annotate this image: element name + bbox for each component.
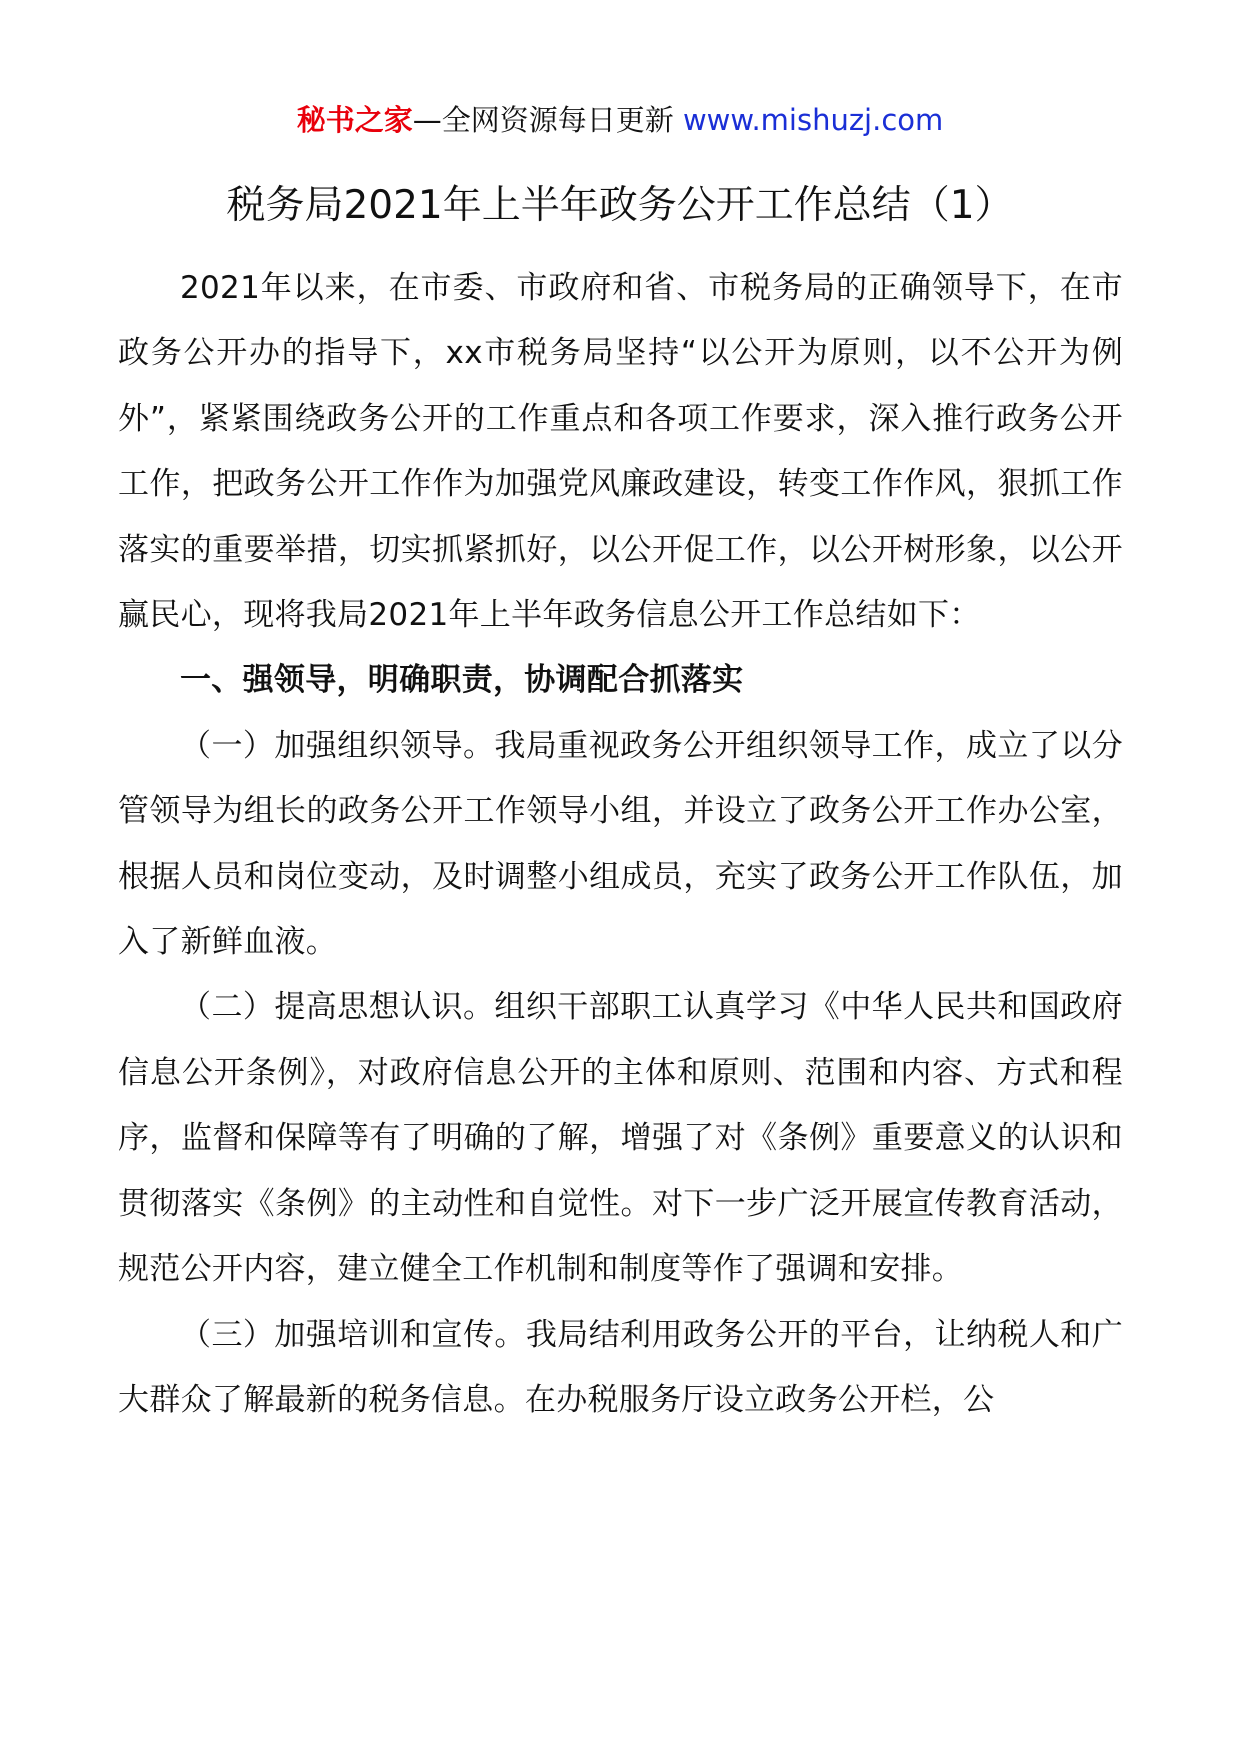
intro-paragraph: 2021年以来，在市委、市政府和省、市税务局的正确领导下，在市政务公开办的指导下，xx市税务局坚持“以公开为原则，以不公开为例外”，紧紧围绕政务公开的工作重点和各项工作要求，深入推行政务公开工作，把政务公开工作作为加强党风廉政建设，转变工作作风，狠抓工作落实的重要举措，切实抓紧抓好，以公开促工作，以公开树形象，以公开赢民心，现将我局2021年上半年政务信息公开工作总结如下： <box>118 270 1123 634</box>
document-body <box>118 256 1123 1433</box>
site-brand: 秘书之家 <box>296 103 413 137</box>
document-title: 税务局2021年上半年政务公开工作总结（1） <box>226 183 1014 228</box>
site-slogan: —全网资源每日更新 <box>412 103 683 137</box>
paragraph-organization-leadership: （一）加强组织领导。我局重视政务公开组织领导工作，成立了以分管领导为组长的政务公开工作领导小组，并设立了政务公开工作办公室，根据人员和岗位变动，及时调整小组成员，充实了政务公开工作队伍，加入了新鲜血液。 <box>118 727 1123 961</box>
site-header <box>0 100 1240 140</box>
paragraph-ideological-awareness: （二）提高思想认识。组织干部职工认真学习《中华人民共和国政府信息公开条例》，对政府信息公开的主体和原则、范围和内容、方式和程序，监督和保障等有了明确的了解，增强了对《条例》重要意义的认识和贯彻落实《条例》的主动性和自觉性。对下一步广泛开展宣传教育活动，规范公开内容，建立健全工作机制和制度等作了强调和安排。 <box>118 989 1123 1288</box>
section-heading-1: 一、强领导，明确职责，协调配合抓落实 <box>180 662 744 699</box>
site-url-link[interactable]: www.mishuzj.com <box>682 103 944 137</box>
paragraph-training-publicity: （三）加强培训和宣传。我局结利用政务公开的平台，让纳税人和广大群众了解最新的税务信息。在办税服务厅设立政务公开栏，公 <box>118 1316 1123 1418</box>
